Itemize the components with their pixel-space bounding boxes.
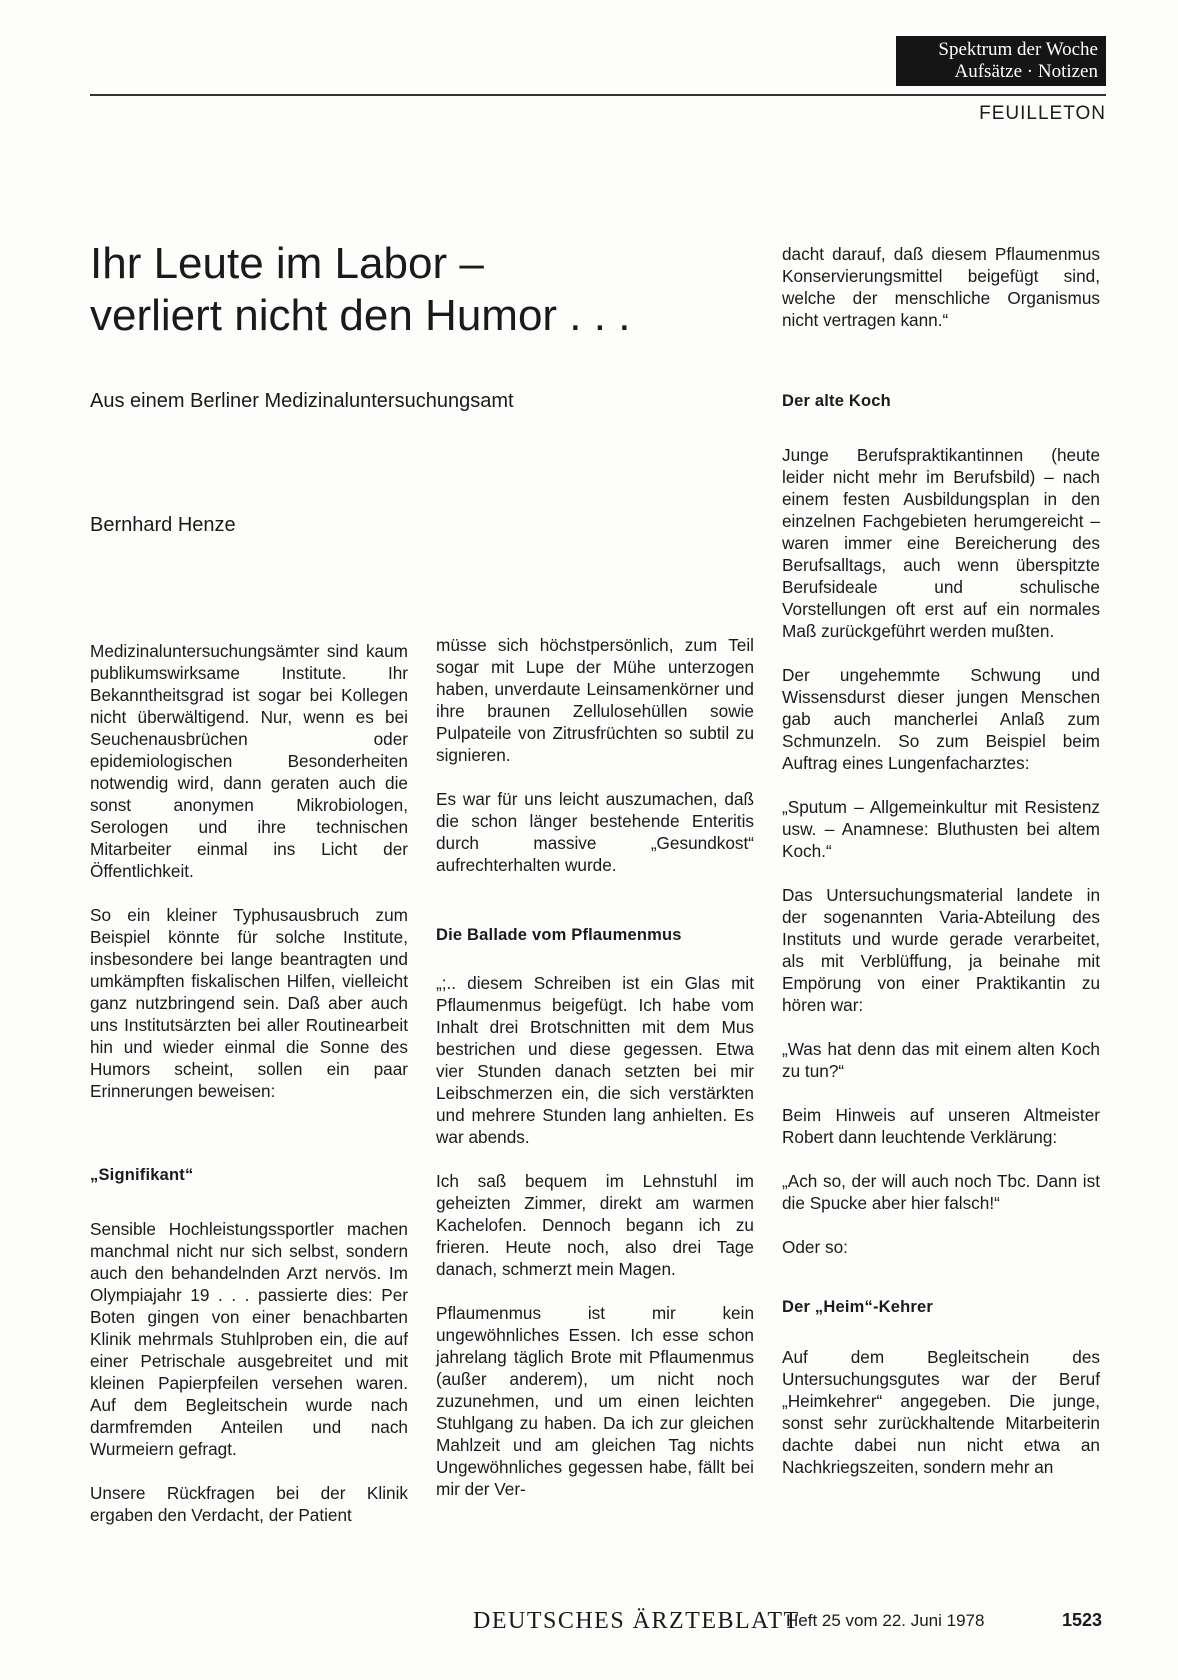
text-column-2 <box>436 634 754 1522</box>
text-column-3-top <box>782 243 1100 353</box>
article-subtitle: Aus einem Berliner Medizinaluntersuchungsamt <box>90 390 514 412</box>
section-heading: Die Ballade vom Pflaumenmus <box>436 926 682 944</box>
section-heading: Der „Heim“-Kehrer <box>782 1298 934 1316</box>
paragraph: Beim Hinweis auf unseren Altmeister Robert dann leuchtende Verklärung: <box>782 1105 1100 1147</box>
paragraph: „;.. diesem Schreiben ist ein Glas mit Pflaumenmus beigefügt. Ich habe vom Inhalt drei Brotschnitten mit dem Mus bestrichen und diese gegessen. Etwa vier Stunden danach setzten bei mir Leibschmerzen ein, die sich verstärkten und mehrere Stunden lang anhielten. Es war abends. <box>436 973 754 1147</box>
paragraph: Der ungehemmte Schwung und Wissensdurst dieser jungen Menschen gab auch mancherlei Anlaß zum Schmunzeln. So zum Beispiel beim Auftrag eines Lungenfacharztes: <box>782 665 1100 773</box>
paragraph: So ein kleiner Typhusausbruch zum Beispiel könnte für solche Institute, insbesondere bei lange beantragten und umkämpften fiskalischen Hilfen, vielleicht ganz nutzbringend sein. Daß aber auch uns Institutsärzten bei aller Routinearbeit hin und wieder einmal die Sonne des Humors scheint, sollen ein paar Erinnerungen beweisen: <box>90 905 408 1101</box>
page-number: 1523 <box>1062 1610 1103 1630</box>
paragraph: Es war für uns leicht auszumachen, daß die schon länger bestehende Enteritis durch massive „Gesundkost“ aufrechterhalten wurde. <box>436 789 754 875</box>
paragraph: Auf dem Begleitschein des Untersuchungsgutes war der Beruf „Heimkehrer“ angegeben. Die junge, sonst sehr zurückhaltende Mitarbeiterin dachte dabei nun nicht etwa an Nachkriegszeiten, sondern mehr an <box>782 1347 1100 1477</box>
header-rule <box>90 94 1106 96</box>
paragraph: Das Untersuchungsmaterial landete in der sogenannten Varia-Abteilung des Instituts und wurde gerade verarbeitet, als mit Verblüffung, ja beinahe mit Empörung von einer Praktikantin zu hören war: <box>782 885 1100 1015</box>
text-column-1 <box>90 640 408 1548</box>
paragraph: Ich saß bequem im Lehnstuhl im geheizten Zimmer, direkt am warmen Kachelofen. Dennoch begann ich zu frieren. Heute noch, also drei Tage danach, schmerzt mein Magen. <box>436 1171 754 1279</box>
issue-info: Heft 25 vom 22. Juni 1978 <box>786 1611 985 1630</box>
paragraph: „Ach so, der will auch noch Tbc. Dann ist die Spucke aber hier falsch!“ <box>782 1171 1100 1213</box>
section-badge <box>896 36 1106 86</box>
paragraph: Sensible Hochleistungssportler machen manchmal nicht nur sich selbst, sondern auch den behandelnden Arzt nervös. Im Olympiajahr 19 . . . passierte dies: Per Boten gingen von einer benachbarten Klinik mehrmals Stuhlproben ein, die auf einer Petrischale ausgebreitet und mit kleinen Papierpfeilen versehen waren. Auf dem Begleitschein wurde nach darmfremden Anteilen und nach Wurmeiern gefragt. <box>90 1219 408 1459</box>
paragraph: Medizinaluntersuchungsämter sind kaum publikumswirksame Institute. Ihr Bekanntheitsgrad ist sogar bei Kollegen nicht überwältigend. Nur, wenn es bei Seuchenausbrüchen oder epidemiologischen Besonderheiten notwendig wird, dann geraten auch die sonst anonymen Mikrobiologen, Serologen und ihre technischen Mitarbeiter einmal ins Licht der Öffentlichkeit. <box>90 641 408 881</box>
magazine-name: DEUTSCHES ÄRZTEBLATT <box>473 1608 800 1634</box>
badge-line-1: Spektrum der Woche <box>938 39 1098 60</box>
paragraph: dacht darauf, daß diesem Pflaumenmus Konservierungsmittel beigefügt sind, welche der menschliche Organismus nicht vertragen kann.“ <box>782 244 1100 330</box>
section-heading: Der alte Koch <box>782 392 891 410</box>
badge-line-2: Aufsätze · Notizen <box>954 61 1098 82</box>
paragraph: Unsere Rückfragen bei der Klinik ergaben den Verdacht, der Patient <box>90 1483 408 1525</box>
paragraph: Pflaumenmus ist mir kein ungewöhnliches Essen. Ich esse schon jahrelang täglich Brote mit Pflaumenmus (außer anderem), um nicht noch zuzunehmen, und um einen leichten Stuhlgang zu haben. Da ich zur gleichen Mahlzeit und am gleichen Tag nichts Ungewöhnliches gegessen habe, fällt bei mir der Ver- <box>436 1303 754 1499</box>
section-heading: „Signifikant“ <box>90 1166 194 1184</box>
section-label: FEUILLETON <box>979 103 1106 124</box>
title-line-2: verliert nicht den Humor . . . <box>90 291 631 340</box>
paragraph: „Sputum – Allgemeinkultur mit Resistenz usw. – Anamnese: Bluthusten bei altem Koch.“ <box>782 797 1100 861</box>
article-author: Bernhard Henze <box>90 514 236 536</box>
paragraph: „Was hat denn das mit einem alten Koch zu tun?“ <box>782 1039 1100 1081</box>
paragraph: Junge Berufspraktikantinnen (heute leider nicht mehr im Berufsbild) – nach einem festen Ausbildungsplan in den einzelnen Fachgebieten herumgereicht – waren immer eine Bereicherung des Berufsalltags, auch wenn überspitzte Berufsideale und schulische Vorstellungen oft erst auf ein normales Maß zurückgeführt werden mußten. <box>782 445 1100 641</box>
paragraph: Oder so: <box>782 1237 848 1257</box>
paragraph: müsse sich höchstpersönlich, zum Teil sogar mit Lupe der Mühe unterzogen haben, unverdaute Leinsamenkörner und ihre braunen Zellulosehüllen sowie Pulpateile von Zitrusfrüchten so subtil zu signieren. <box>436 635 754 765</box>
title-line-1: Ihr Leute im Labor – <box>90 239 484 288</box>
article-title <box>90 238 630 342</box>
text-column-3 <box>782 390 1100 1500</box>
